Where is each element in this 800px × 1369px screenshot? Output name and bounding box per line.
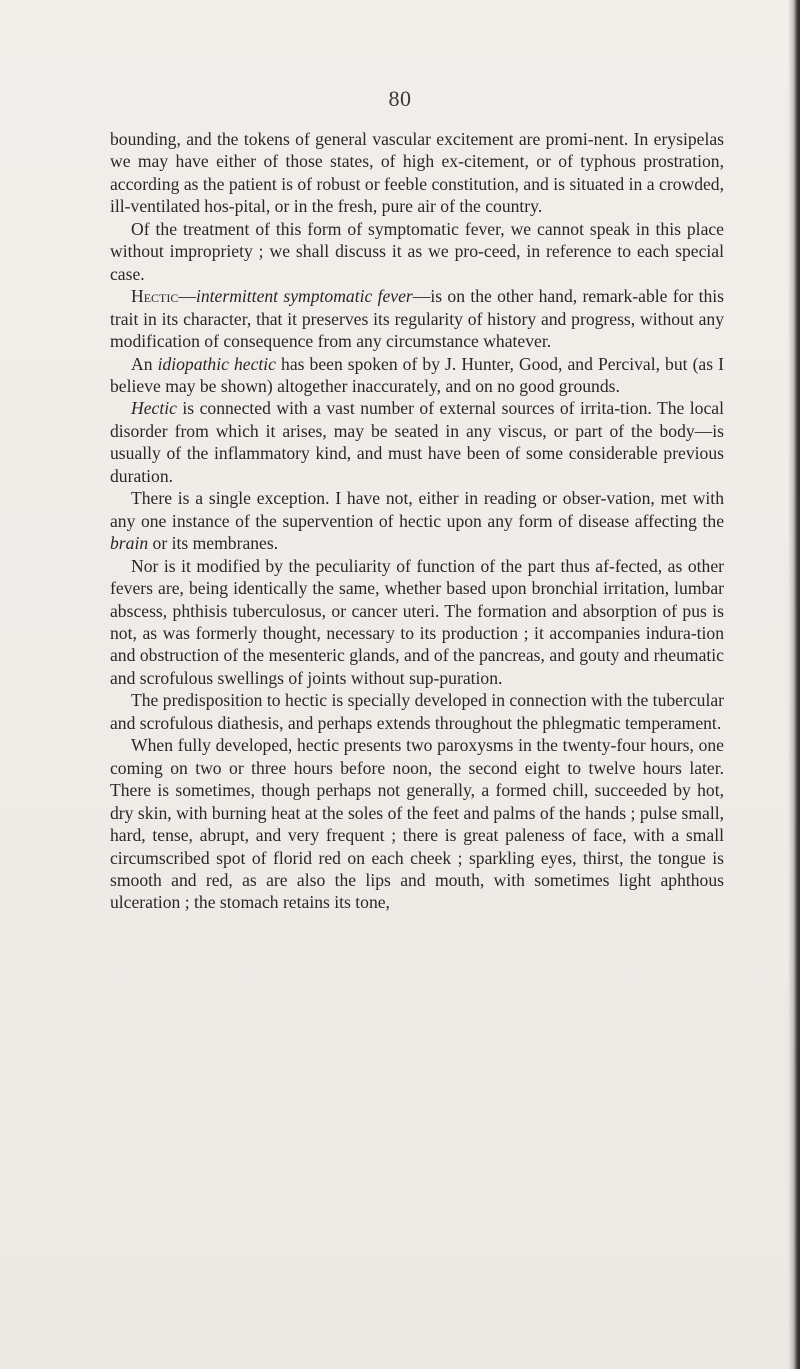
paragraph-2-text: Of the treatment of this form of symptomatic fever, we cannot speak in this place without impropriety ; we shall discuss it as we pro-ceed, in reference to each special case. <box>110 218 724 284</box>
paragraph-6-italic: brain <box>110 533 149 554</box>
paragraph-5-text: is connected with a vast number of external sources of irrita-tion. The local disorder from which it arises, may be seated in any viscus, or part of the body—is usually of the inflammatory kind, and must have been of some considerable previous duration. <box>110 398 724 486</box>
body-text <box>110 128 724 914</box>
paragraph-7 <box>110 555 724 690</box>
paragraph-8 <box>110 689 724 734</box>
page-edge-shadow <box>788 0 800 1369</box>
heading-dash: — <box>178 286 196 307</box>
paragraph-4 <box>110 353 724 398</box>
page-number: 80 <box>388 86 412 111</box>
paragraph-7-text: Nor is it modified by the peculiarity of function of the part thus af-fected, as other fevers are, being identically the same, whether based upon bronchial irritation, lumbar abscess, phthisis tuberculosus, or cancer uteri. The formation and absorption of pus is not, as was formerly thought, necessary to its production ; it accompanies indura-tion and obstruction of the mesenteric glands, and of the pancreas, and gouty and rheumatic and scrofulous swellings of joints without sup-puration. <box>110 555 724 688</box>
hectic-definition: intermittent symptomatic fever <box>195 286 413 307</box>
paragraph-9 <box>110 734 724 914</box>
paragraph-6-pre: There is a single exception. I have not, either in reading or obser-vation, met with any one instance of the supervention of hectic upon any form of disease affecting the <box>110 488 724 531</box>
paragraph-3-text: —is on the other hand, remark-able for this trait in its character, that it preserves its regularity of history and progress, without any modification of consequence from any circumstance whatever. <box>110 286 725 352</box>
paragraph-3 <box>110 285 724 352</box>
paragraph-6 <box>110 487 724 554</box>
hectic-heading: Hectic <box>131 286 179 307</box>
paragraph-1 <box>110 128 724 218</box>
paragraph-2 <box>110 218 724 285</box>
paragraph-6-text: or its membranes. <box>148 533 279 554</box>
paragraph-5 <box>110 397 724 487</box>
paragraph-1-text: bounding, and the tokens of general vascular excitement are promi-nent. In erysipelas we may have either of those states, of high ex-citement, or of typhous prostration, according as the patient is of robust or feeble constitution, and is situated in a crowded, ill-ventilated hos-pital, or in the fresh, pure air of the country. <box>110 129 724 217</box>
paragraph-4-italic: idiopathic hectic <box>157 353 276 374</box>
paragraph-8-text: The predisposition to hectic is specially developed in connection with the tubercular and scrofulous diathesis, and perhaps extends throughout the phlegmatic temperament. <box>110 690 724 733</box>
paragraph-9-text: When fully developed, hectic presents two paroxysms in the twenty-four hours, one coming on two or three hours before noon, the second eight to twelve hours later. There is sometimes, though perhaps not generally, a formed chill, succeeded by hot, dry skin, with burning heat at the soles of the feet and palms of the hands ; pulse small, hard, tense, abrupt, and very frequent ; there is great paleness of face, with a small circumscribed spot of florid red on each cheek ; sparkling eyes, thirst, the tongue is smooth and red, as are also the lips and mouth, with sometimes light aphthous ulceration ; the stomach retains its tone, <box>110 735 724 913</box>
paragraph-5-italic: Hectic <box>131 398 177 419</box>
paragraph-4-pre: An <box>131 353 158 374</box>
paragraph-4-text: has been spoken of by J. Hunter, Good, and Percival, but (as I believe may be shown) altogether inaccurately, and on no good grounds. <box>110 353 724 396</box>
